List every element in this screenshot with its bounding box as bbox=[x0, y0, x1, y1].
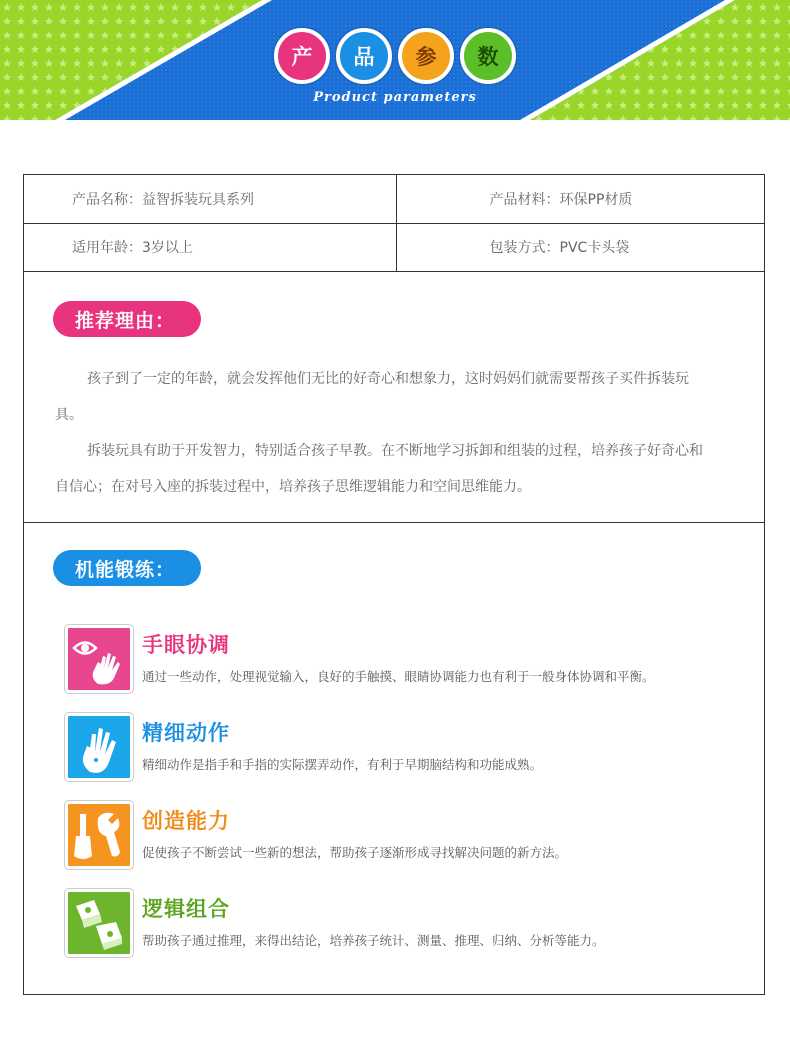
table-row bbox=[24, 223, 764, 271]
title-char: 数 bbox=[460, 28, 516, 84]
feature-item bbox=[65, 801, 725, 871]
reason-title: 推荐理由： bbox=[53, 301, 201, 337]
feature-item bbox=[65, 625, 725, 695]
header-subtitle: Product parameters bbox=[313, 90, 477, 105]
blocks-icon bbox=[65, 889, 133, 957]
title-circles bbox=[0, 28, 790, 84]
hand-icon bbox=[65, 713, 133, 781]
tools-icon bbox=[65, 801, 133, 869]
feature-desc: 精细动作是指手和手指的实际摆弄动作，有利于早期脑结构和功能成熟。 bbox=[142, 757, 543, 772]
feature-item bbox=[65, 889, 725, 959]
feature-title: 创造能力 bbox=[142, 809, 230, 833]
feature-item bbox=[65, 713, 725, 783]
param-packaging: 包装方式：PVC卡头袋 bbox=[396, 223, 764, 271]
feature-desc: 帮助孩子通过推理，来得出结论，培养孩子统计、测量、推理、归纳、分析等能力。 bbox=[142, 933, 605, 948]
param-name: 产品名称：益智拆装玩具系列 bbox=[24, 175, 396, 223]
feature-desc: 通过一些动作，处理视觉输入，良好的手触摸、眼睛协调能力也有利于一般身体协调和平衡。 bbox=[142, 669, 655, 684]
eye-hand-icon bbox=[65, 625, 133, 693]
reason-paragraph: 孩子到了一定的年龄，就会发挥他们无比的好奇心和想象力，这时妈妈们就需要帮孩子买件拆装玩具。 bbox=[55, 371, 689, 423]
feature-title: 逻辑组合 bbox=[142, 897, 230, 921]
feature-title: 精细动作 bbox=[142, 721, 230, 745]
title-char: 参 bbox=[398, 28, 454, 84]
table-row bbox=[24, 175, 764, 223]
reason-section bbox=[24, 275, 764, 523]
training-title: 机能锻练： bbox=[53, 550, 201, 586]
feature-desc: 促使孩子不断尝试一些新的想法，帮助孩子逐渐形成寻找解决问题的新方法。 bbox=[142, 845, 568, 860]
title-char: 产 bbox=[274, 28, 330, 84]
reason-paragraph: 拆装玩具有助于开发智力，特别适合孩子早教。在不断地学习拆卸和组装的过程，培养孩子好奇心和自信心；在对号入座的拆装过程中，培养孩子思维逻辑能力和空间思维能力。 bbox=[55, 443, 703, 495]
title-char: 品 bbox=[336, 28, 392, 84]
content-box bbox=[23, 174, 765, 995]
header-banner bbox=[0, 0, 790, 120]
param-age: 适用年龄：3岁以上 bbox=[24, 223, 396, 271]
param-table bbox=[24, 175, 764, 272]
feature-title: 手眼协调 bbox=[142, 633, 230, 657]
param-material: 产品材料：环保PP材质 bbox=[396, 175, 764, 223]
